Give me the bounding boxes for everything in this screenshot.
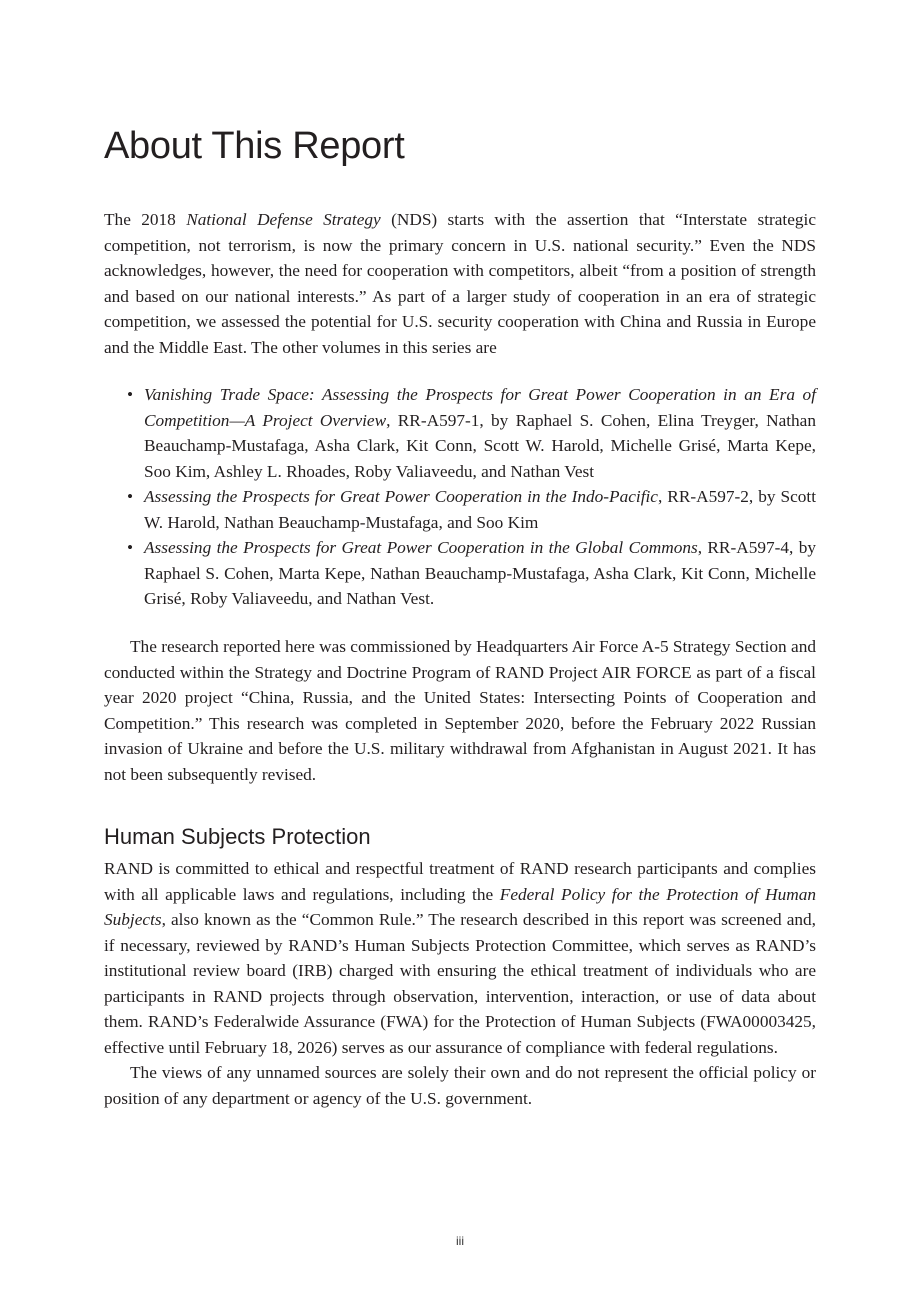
human-subjects-paragraph <box>104 856 816 1060</box>
human-subjects-section <box>104 856 816 1111</box>
intro-text-start: The 2018 <box>104 210 187 229</box>
hsp-text-start: RAND is committed to ethical and respectful treatment of RAND research participants and complies with all applicable laws and regulations, including the <box>104 859 816 904</box>
intro-text-rest: (NDS) starts with the assertion that “Interstate strategic competition, not terrorism, is now the primary concern in U.S. national security.” Even the NDS acknowledges, however, the need for cooperation with competitors, albeit “from a position of strength and based on our national interests.” As part of a larger study of cooperation in an era of strategic competition, we assessed the potential for U.S. security cooperation with China and Russia in Europe and the Middle East. The other volumes in this series are <box>104 210 817 357</box>
page-title: About This Report <box>104 125 405 167</box>
volume-title: Vanishing Trade Space: Assessing the Prospects for Great Power Cooperation in an Era of Competition—A Project Overview <box>144 385 816 430</box>
volume-title: Assessing the Prospects for Great Power Cooperation in the Indo-Pacific <box>144 487 658 506</box>
volume-title: Assessing the Prospects for Great Power Cooperation in the Global Commons <box>144 538 698 557</box>
volume-details: , RR-A597-1, by Raphael S. Cohen, Elina Treyger, Nathan Beauchamp-Mustafaga, Asha Clark, Kit Conn, Scott W. Harold, Michelle Grisé, Marta Kepe, Soo Kim, Ashley L. Rhoades, Roby Valiaveedu, and Nathan Vest <box>144 410 816 481</box>
research-paragraph: The research reported here was commissioned by Headquarters Air Force A-5 Strategy Section and conducted within the Strategy and Doctrine Program of RAND Project AIR FORCE as part of a fiscal year 2020 project “China, Russia, and the United States: Intersecting Points of Cooperation and Competition.” This research was completed in September 2020, before the February 2022 Russian invasion of Ukraine and before the U.S. military withdrawal from Afghanistan in August 2021. It has not been subsequently revised. <box>104 637 816 784</box>
volume-details: , RR-A597-2, by Scott W. Harold, Nathan Beauchamp-Mustafaga, and Soo Kim <box>144 487 816 532</box>
list-item <box>144 382 816 484</box>
list-item <box>144 535 816 612</box>
intro-paragraph <box>104 207 816 360</box>
list-item <box>144 484 816 535</box>
section-heading-human-subjects: Human Subjects Protection <box>104 824 371 849</box>
volume-details: , RR-A597-4, by Raphael S. Cohen, Marta Kepe, Nathan Beauchamp-Mustafaga, Asha Clark, Kit Conn, Michelle Grisé, Roby Valiaveedu, and Nathan Vest. <box>144 538 816 608</box>
common-rule-title: Federal Policy for the Protection of Human Subjects <box>104 884 816 929</box>
views-disclaimer-paragraph: The views of any unnamed sources are solely their own and do not represent the official policy or position of any department or agency of the U.S. government. <box>104 1063 816 1108</box>
page-number: iii <box>456 1234 464 1248</box>
series-volume-list <box>104 382 816 612</box>
nds-title: National Defense Strategy <box>186 210 381 229</box>
hsp-text-rest: , also known as the “Common Rule.” The research described in this report was screened and, if necessary, reviewed by RAND’s Human Subjects Protection Committee, which serves as RAND’s institutional review board (IRB) charged with ensuring the ethical treatment of individuals who are participants in RAND projects through observation, intervention, interaction, or use of data about them. RAND’s Federalwide Assurance (FWA) for the Protection of Human Subjects (FWA00003425, effective until February 18, 2026) serves as our assurance of compliance with federal regulations. <box>104 910 816 1057</box>
